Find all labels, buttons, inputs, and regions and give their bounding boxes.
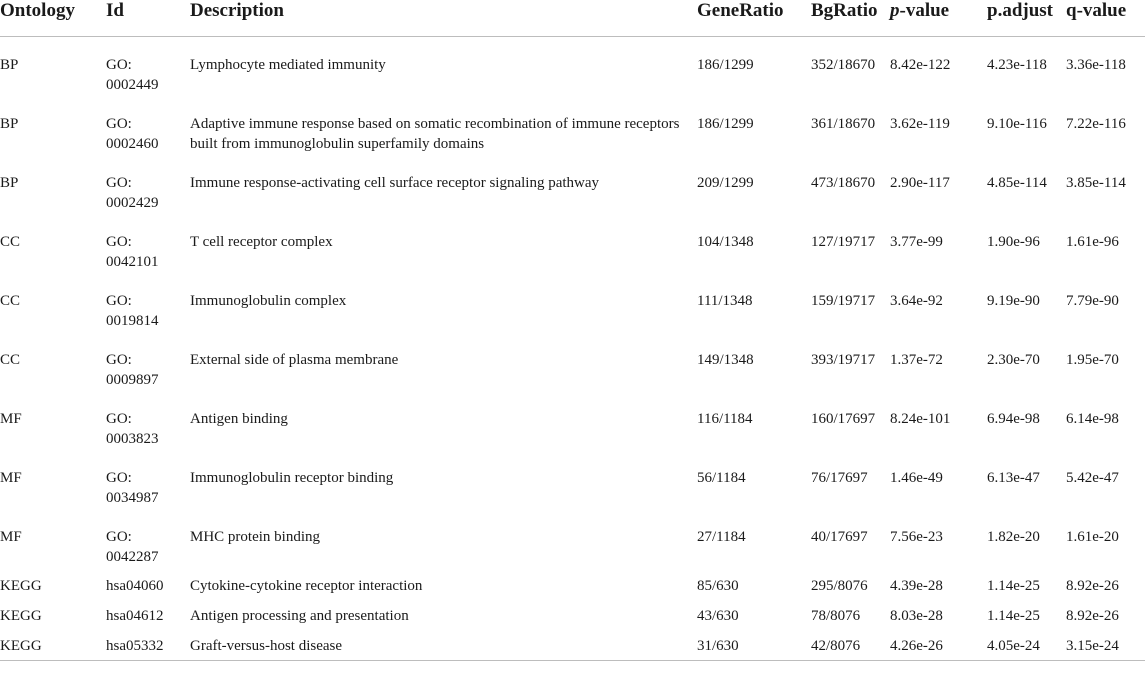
- cell-id: GO: 0002460: [106, 116, 159, 152]
- header-gene-ratio: GeneRatio: [695, 0, 809, 37]
- cell-q-value: 7.22e-116: [1066, 116, 1126, 132]
- cell-gene-ratio: 149/1348: [697, 352, 754, 368]
- cell-ontology: CC: [0, 234, 21, 250]
- cell-ontology: BP: [0, 57, 19, 73]
- table-row: [0, 449, 1145, 508]
- cell-gene-ratio: 104/1348: [697, 234, 754, 250]
- cell-ontology: KEGG: [0, 608, 42, 624]
- cell-p-value: 2.90e-117: [890, 175, 950, 191]
- cell-bg-ratio: 352/18670: [811, 57, 876, 73]
- table-row: [0, 95, 1145, 154]
- cell-ontology: CC: [0, 352, 21, 368]
- cell-gene-ratio: 116/1184: [697, 411, 753, 427]
- cell-gene-ratio: 56/1184: [697, 470, 746, 486]
- cell-p-value: 1.37e-72: [890, 352, 943, 368]
- cell-p-value: 8.42e-122: [890, 57, 951, 73]
- header-bg-ratio: BgRatio: [809, 0, 888, 37]
- cell-description: Antigen processing and presentation: [190, 608, 409, 624]
- cell-ontology: KEGG: [0, 627, 104, 660]
- cell-description: Antigen binding: [190, 411, 288, 427]
- cell-id: GO: 0009897: [106, 352, 159, 388]
- cell-q-value: 3.36e-118: [1066, 57, 1126, 73]
- cell-description: Immunoglobulin receptor binding: [190, 470, 394, 486]
- cell-p-value: 3.64e-92: [890, 293, 943, 309]
- cell-p-adjust: 6.13e-47: [987, 470, 1040, 486]
- cell-p-adjust: 1.90e-96: [987, 234, 1040, 250]
- cell-p-adjust: 9.19e-90: [987, 293, 1040, 309]
- cell-description: Lymphocyte mediated immunity: [190, 57, 386, 73]
- cell-q-value: 8.92e-26: [1066, 578, 1119, 594]
- cell-q-value: 6.14e-98: [1066, 411, 1119, 427]
- table-header: [0, 0, 1145, 37]
- cell-description: MHC protein binding: [190, 529, 320, 545]
- cell-bg-ratio: 393/19717: [811, 352, 876, 368]
- table-row: [0, 567, 1145, 597]
- cell-id: GO: 0002429: [106, 175, 159, 211]
- header-ontology: Ontology: [0, 0, 104, 37]
- header-p-value-suffix: -value: [899, 0, 950, 21]
- cell-q-value: 1.61e-96: [1066, 234, 1119, 250]
- cell-description: Immunoglobulin complex: [190, 293, 347, 309]
- table-row: [0, 597, 1145, 627]
- cell-p-adjust: 6.94e-98: [987, 411, 1040, 427]
- header-row: [0, 0, 1145, 37]
- cell-p-value: 4.39e-28: [890, 578, 943, 594]
- cell-q-value: 3.85e-114: [1066, 175, 1126, 191]
- table-row: [0, 331, 1145, 390]
- cell-gene-ratio: 186/1299: [697, 116, 754, 132]
- cell-description: Graft-versus-host disease: [188, 627, 695, 660]
- header-q-value: q-value: [1064, 0, 1145, 37]
- cell-q-value: 8.92e-26: [1066, 608, 1119, 624]
- cell-p-adjust: 1.14e-25: [987, 578, 1040, 594]
- cell-id: GO: 0002449: [106, 57, 159, 93]
- cell-ontology: CC: [0, 293, 21, 309]
- cell-description: External side of plasma membrane: [190, 352, 399, 368]
- cell-description: Immune response-activating cell surface receptor signaling pathway: [190, 175, 600, 191]
- cell-q-value: 1.61e-20: [1066, 529, 1119, 545]
- cell-bg-ratio: 295/8076: [811, 578, 868, 594]
- header-p-value-italic: p: [890, 0, 900, 21]
- cell-description: T cell receptor complex: [190, 234, 333, 250]
- table-row: [0, 390, 1145, 449]
- cell-bg-ratio: 473/18670: [811, 175, 876, 191]
- cell-ontology: BP: [0, 116, 19, 132]
- cell-gene-ratio: 31/630: [695, 627, 809, 660]
- cell-ontology: KEGG: [0, 578, 42, 594]
- cell-description: Cytokine-cytokine receptor interaction: [190, 578, 423, 594]
- cell-id: GO: 0034987: [106, 470, 159, 506]
- cell-ontology: MF: [0, 529, 22, 545]
- cell-id: GO: 0042101: [106, 234, 159, 270]
- cell-ontology: BP: [0, 175, 19, 191]
- cell-p-value: 3.62e-119: [890, 116, 950, 132]
- cell-gene-ratio: 43/630: [697, 608, 739, 624]
- cell-p-adjust: 4.05e-24: [985, 627, 1064, 660]
- cell-q-value: 1.95e-70: [1066, 352, 1119, 368]
- table-row: [0, 508, 1145, 567]
- cell-id: GO: 0019814: [106, 293, 159, 329]
- cell-p-value: 3.77e-99: [890, 234, 943, 250]
- cell-id: GO: 0003823: [106, 411, 159, 447]
- cell-p-adjust: 4.85e-114: [987, 175, 1047, 191]
- cell-bg-ratio: 40/17697: [811, 529, 868, 545]
- cell-p-value: 7.56e-23: [890, 529, 943, 545]
- cell-p-value: 8.03e-28: [890, 608, 943, 624]
- cell-gene-ratio: 209/1299: [697, 175, 754, 191]
- table-row: [0, 213, 1145, 272]
- cell-gene-ratio: 85/630: [697, 578, 739, 594]
- cell-bg-ratio: 160/17697: [811, 411, 876, 427]
- cell-q-value: 5.42e-47: [1066, 470, 1119, 486]
- cell-description: Adaptive immune response based on somatic recombination of immune receptors built from immunoglobulin superfamily domains: [190, 116, 680, 152]
- header-id: Id: [104, 0, 188, 37]
- header-description: Description: [188, 0, 695, 37]
- cell-gene-ratio: 111/1348: [697, 293, 753, 309]
- cell-bg-ratio: 127/19717: [811, 234, 876, 250]
- cell-p-adjust: 2.30e-70: [987, 352, 1040, 368]
- cell-bg-ratio: 42/8076: [809, 627, 888, 660]
- table-row: [0, 627, 1145, 660]
- cell-p-value: 8.24e-101: [890, 411, 951, 427]
- cell-p-adjust: 1.14e-25: [987, 608, 1040, 624]
- cell-p-adjust: 9.10e-116: [987, 116, 1047, 132]
- cell-bg-ratio: 76/17697: [811, 470, 868, 486]
- cell-id: hsa04060: [106, 578, 164, 594]
- header-p-value: [888, 0, 985, 37]
- cell-p-value: 4.26e-26: [888, 627, 985, 660]
- cell-gene-ratio: 27/1184: [697, 529, 746, 545]
- cell-bg-ratio: 159/19717: [811, 293, 876, 309]
- cell-id: hsa04612: [106, 608, 164, 624]
- cell-q-value: 7.79e-90: [1066, 293, 1119, 309]
- cell-gene-ratio: 186/1299: [697, 57, 754, 73]
- cell-q-value: 3.15e-24: [1064, 627, 1145, 660]
- header-p-adjust: p.adjust: [985, 0, 1064, 37]
- cell-ontology: MF: [0, 411, 22, 427]
- table-body: [0, 37, 1145, 661]
- table-row: [0, 37, 1145, 96]
- table-row: [0, 154, 1145, 213]
- cell-id: GO: 0042287: [106, 529, 159, 565]
- cell-bg-ratio: 361/18670: [811, 116, 876, 132]
- cell-p-adjust: 1.82e-20: [987, 529, 1040, 545]
- cell-p-value: 1.46e-49: [890, 470, 943, 486]
- cell-bg-ratio: 78/8076: [811, 608, 861, 624]
- cell-p-adjust: 4.23e-118: [987, 57, 1047, 73]
- table-row: [0, 272, 1145, 331]
- cell-ontology: MF: [0, 470, 22, 486]
- cell-id: hsa05332: [104, 627, 188, 660]
